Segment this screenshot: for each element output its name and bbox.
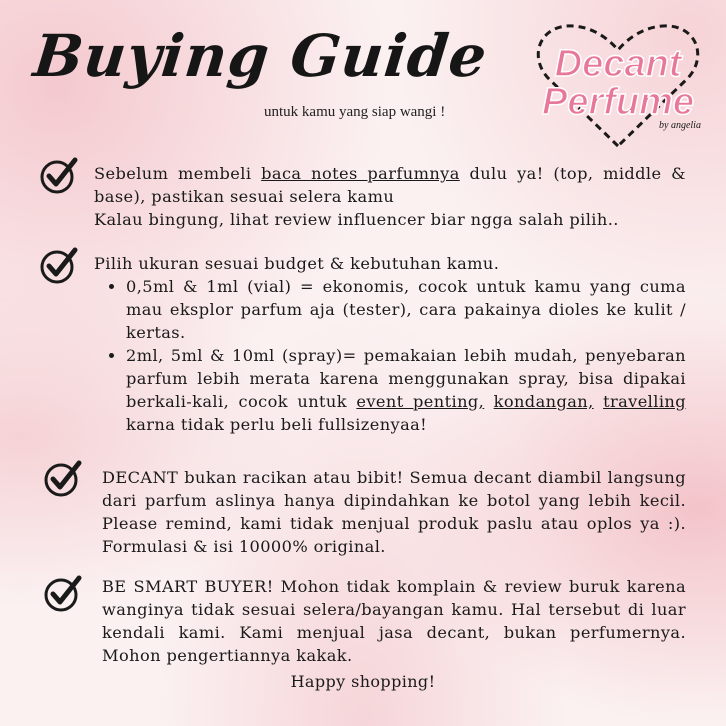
checkmark-icon bbox=[42, 574, 82, 614]
checkmark-icon bbox=[38, 156, 78, 196]
guide-point-size bbox=[94, 252, 686, 436]
page-subtitle: untuk kamu yang siap wangi ! bbox=[264, 104, 446, 120]
logo-by: by angelia bbox=[659, 120, 701, 131]
text-segment: Sebelum membeli bbox=[94, 164, 262, 183]
text-segment: Kalau bingung, lihat review influencer biar ngga salah pilih.. bbox=[94, 210, 619, 229]
section-intro: Pilih ukuran sesuai budget & kebutuhan kamu. bbox=[94, 254, 500, 273]
guide-point-decant: DECANT bukan racikan atau bibit! Semua decant diambil langsung dari parfum aslinya hanya dipindahkan ke botol yang lebih kecil. Please remind, kami tidak menjual produk paslu atau oplos ya :). Formulasi & isi 10000% original. bbox=[102, 468, 686, 556]
guide-point-smart-buyer: BE SMART BUYER! Mohon tidak komplain & review buruk karena wanginya tidak sesuai selera/bayangan kamu. Hal tersebut di luar kendali kami. Kami menjual jasa decant, bukan perfumernya. Mohon pengertiannya kakak. bbox=[102, 577, 686, 665]
text-segment: 2ml, 5ml & 10ml (spray)= pemakaian lebih mudah, penyebaran parfum lebih merata karena menggunakan spray, bisa dipakai berkali-kali, cocok untuk bbox=[126, 346, 686, 411]
logo-line2: Perfume bbox=[541, 81, 695, 123]
underlined-phrase: travelling bbox=[603, 392, 687, 411]
logo-line1: Decant bbox=[554, 43, 682, 85]
guide-point-notes bbox=[94, 162, 686, 231]
closing-text: Happy shopping! bbox=[290, 672, 436, 691]
checkmark-icon bbox=[38, 246, 78, 286]
underlined-phrase: event penting, bbox=[356, 392, 485, 411]
checkmark-icon bbox=[42, 459, 82, 499]
list-item: • 0,5ml & 1ml (vial) = ekonomis, cocok untuk kamu yang cuma mau eksplor parfum aja (tester), cara pakainya dioles ke kulit / kertas. bbox=[126, 275, 686, 344]
underlined-phrase: baca notes parfumnya bbox=[261, 164, 460, 183]
text-segment: dulu ya! (top, middle & base), pastikan sesuai selera kamu bbox=[94, 164, 686, 206]
page-title: Buying Guide bbox=[30, 22, 491, 90]
underlined-phrase: kondangan, bbox=[493, 392, 594, 411]
list-item bbox=[126, 344, 686, 436]
text-segment: karna tidak perlu beli fullsizenyaa! bbox=[126, 415, 428, 434]
heart-outline-icon bbox=[528, 18, 708, 153]
brand-logo bbox=[528, 18, 708, 153]
